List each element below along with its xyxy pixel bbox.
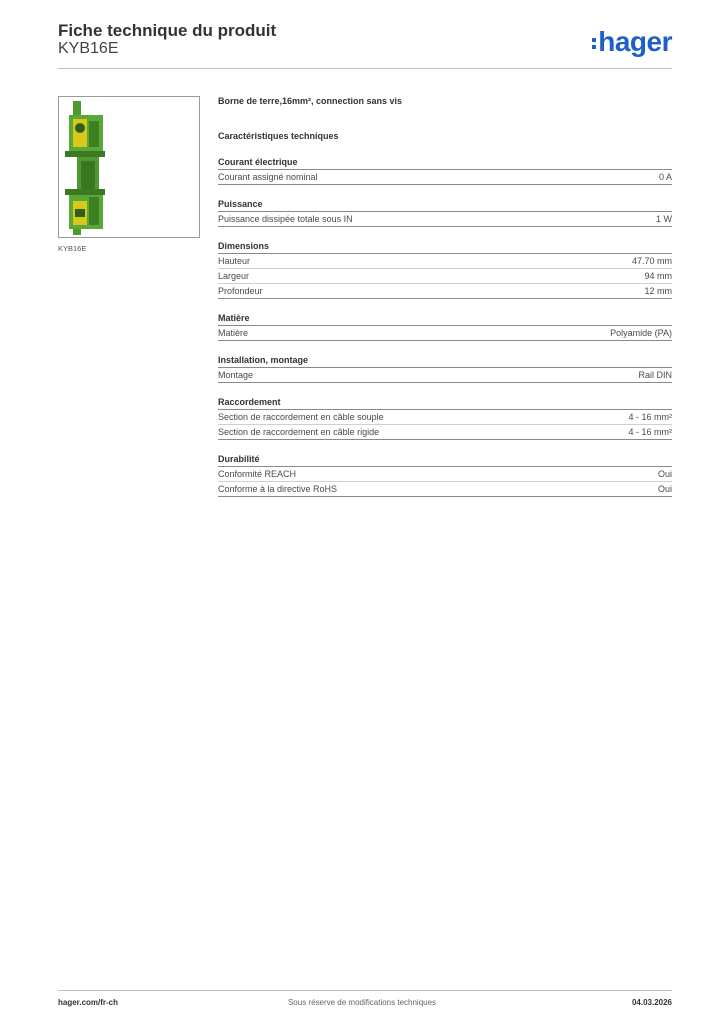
spec-label: Courant assigné nominal	[218, 172, 318, 182]
terminal-block-illustration	[59, 97, 199, 237]
spec-content	[218, 96, 672, 497]
spec-group-courant	[218, 157, 672, 185]
spec-value: 94 mm	[644, 271, 672, 281]
footer-date: 04.03.2026	[631, 998, 672, 1007]
header-divider	[58, 68, 672, 69]
spec-group-dimensions	[218, 241, 672, 299]
spec-label: Montage	[218, 370, 254, 380]
spec-group-title: Raccordement	[218, 397, 672, 410]
spec-row	[218, 467, 672, 482]
spec-value: 4 - 16 mm²	[628, 427, 672, 437]
spec-value: Oui	[657, 484, 672, 494]
spec-group-puissance	[218, 199, 672, 227]
spec-label: Largeur	[218, 271, 250, 281]
spec-value: Rail DIN	[638, 370, 672, 380]
brand-logo: hager	[592, 26, 672, 58]
product-reference: KYB16E	[58, 40, 119, 57]
logo-dots-icon	[592, 35, 596, 52]
spec-label: Section de raccordement en câble souple	[218, 412, 384, 422]
spec-group-durabilite	[218, 454, 672, 497]
spec-value: 47.70 mm	[631, 256, 672, 266]
spec-group-title: Matière	[218, 313, 672, 326]
image-caption: KYB16E	[58, 244, 87, 253]
footer-website-link[interactable]: hager.com/fr-ch	[58, 998, 119, 1007]
footer-disclaimer: Sous réserve de modifications techniques	[287, 998, 437, 1007]
spec-value: 4 - 16 mm²	[628, 412, 672, 422]
spec-label: Section de raccordement en câble rigide	[218, 427, 380, 437]
spec-group-installation	[218, 355, 672, 383]
spec-group-raccordement	[218, 397, 672, 440]
spec-label: Conformité REACH	[218, 469, 297, 479]
spec-label: Hauteur	[218, 256, 251, 266]
footer-divider	[58, 990, 672, 991]
spec-group-title: Installation, montage	[218, 355, 672, 368]
spec-row	[218, 269, 672, 284]
spec-group-title: Durabilité	[218, 454, 672, 467]
spec-row	[218, 212, 672, 227]
specs-heading: Caractéristiques techniques	[218, 131, 339, 141]
spec-row	[218, 254, 672, 269]
spec-label: Conforme à la directive RoHS	[218, 484, 338, 494]
spec-label: Matière	[218, 328, 249, 338]
spec-value: 0 A	[658, 172, 672, 182]
spec-label: Puissance dissipée totale sous IN	[218, 214, 353, 224]
spec-row	[218, 326, 672, 341]
product-description: Borne de terre,16mm², connection sans vis	[218, 96, 403, 106]
spec-row	[218, 425, 672, 440]
spec-group-matiere	[218, 313, 672, 341]
spec-row	[218, 170, 672, 185]
spec-group-title: Puissance	[218, 199, 672, 212]
spec-row	[218, 284, 672, 299]
spec-label: Profondeur	[218, 286, 263, 296]
spec-row	[218, 368, 672, 383]
spec-group-title: Courant électrique	[218, 157, 672, 170]
spec-value: Oui	[657, 469, 672, 479]
spec-value: Polyamide (PA)	[610, 328, 672, 338]
spec-value: 12 mm	[644, 286, 672, 296]
document-title: Fiche technique du produit	[58, 21, 277, 40]
spec-row	[218, 482, 672, 497]
spec-row	[218, 410, 672, 425]
product-image	[58, 96, 200, 238]
spec-group-title: Dimensions	[218, 241, 672, 254]
spec-value: 1 W	[655, 214, 672, 224]
